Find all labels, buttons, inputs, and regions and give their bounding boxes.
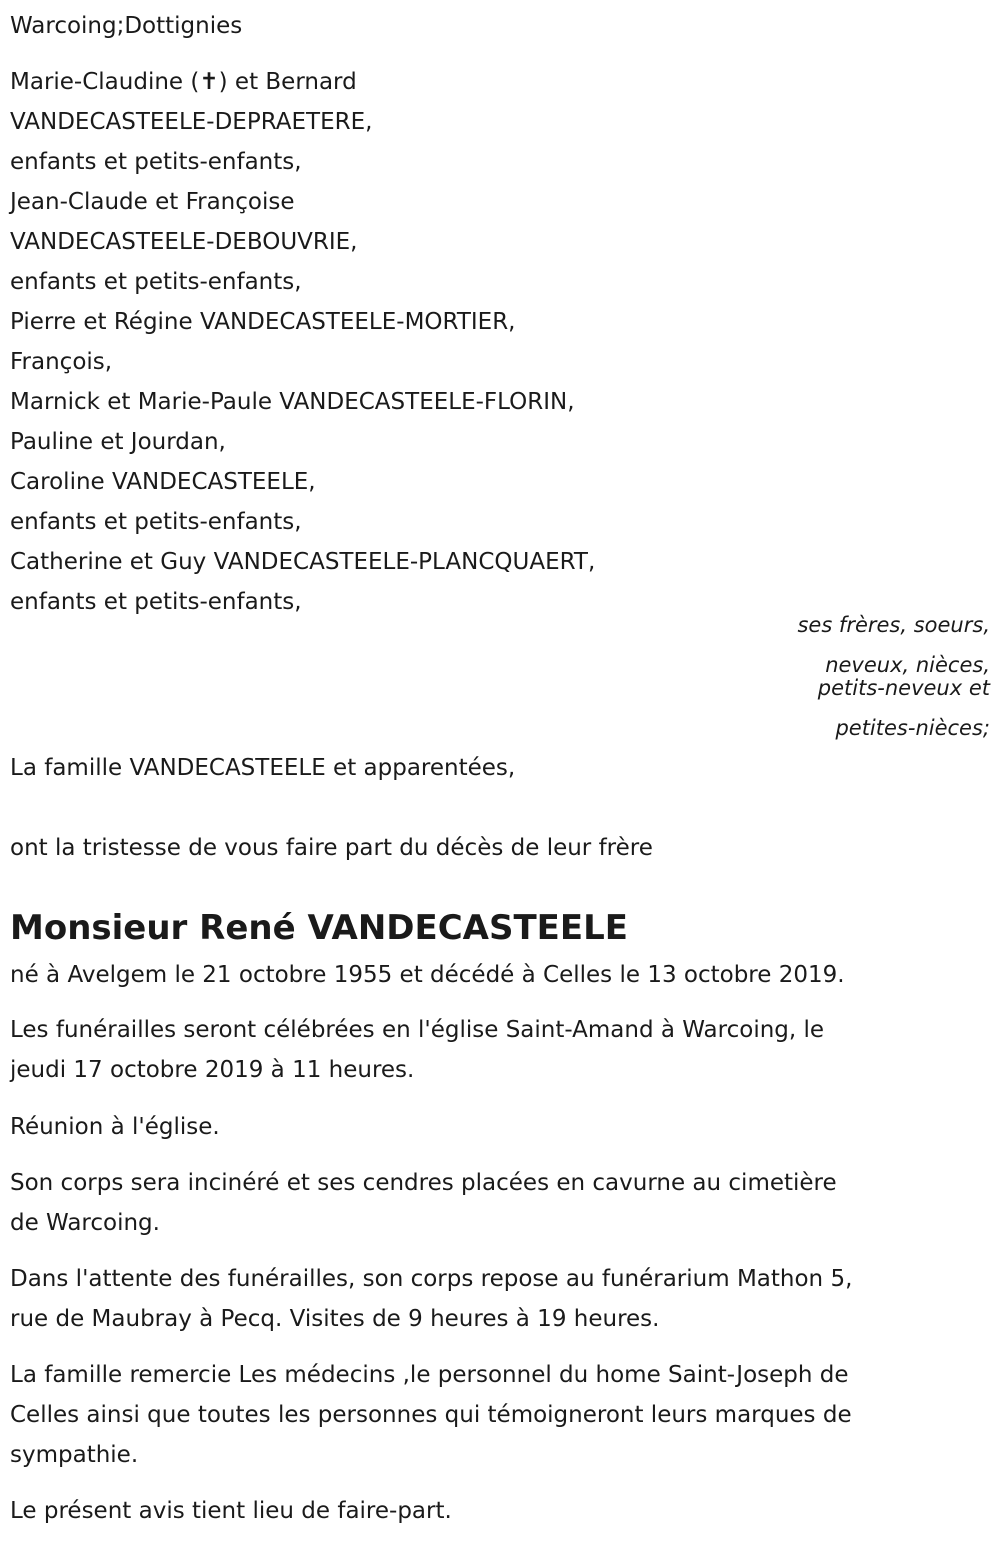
paragraph-cremation (10, 1163, 837, 1243)
paragraph-line: Réunion à l'église. (10, 1114, 220, 1140)
paragraph-line: de Warcoing. (10, 1210, 160, 1236)
location: Warcoing;Dottignies (10, 13, 243, 39)
relatives-line: petits-neveux et (817, 676, 990, 700)
paragraph-line: sympathie. (10, 1442, 139, 1468)
paragraph-meeting (10, 1107, 220, 1147)
paragraph-funeral (10, 1010, 824, 1090)
paragraph-line: jeudi 17 octobre 2019 à 11 heures. (10, 1057, 415, 1083)
family-line: Marnick et Marie-Paule VANDECASTEELE-FLORIN, (10, 389, 575, 415)
family-line: VANDECASTEELE-DEBOUVRIE, (10, 229, 358, 255)
family-line: Pierre et Régine VANDECASTEELE-MORTIER, (10, 309, 516, 335)
paragraph-thanks (10, 1355, 852, 1475)
paragraph-line: Dans l'attente des funérailles, son corps repose au funérarium Mathon 5, (10, 1266, 853, 1292)
family-list (10, 62, 595, 622)
paragraph-line: Son corps sera incinéré et ses cendres placées en cavurne au cimetière (10, 1170, 837, 1196)
family-line: enfants et petits-enfants, (10, 589, 302, 615)
paragraph-line: Le présent avis tient lieu de faire-part. (10, 1498, 452, 1524)
family-line: enfants et petits-enfants, (10, 149, 302, 175)
family-line: François, (10, 349, 113, 375)
announcement: ont la tristesse de vous faire part du décès de leur frère (10, 835, 653, 861)
deceased-name: Monsieur René VANDECASTEELE (10, 908, 629, 948)
paragraph-visits (10, 1259, 852, 1339)
relatives-line: ses frères, soeurs, (797, 613, 990, 637)
family-line: enfants et petits-enfants, (10, 509, 302, 535)
family-line: Caroline VANDECASTEELE, (10, 469, 316, 495)
family-line: Jean-Claude et Françoise (10, 189, 295, 215)
family-line: VANDECASTEELE-DEPRAETERE, (10, 109, 373, 135)
birth-death: né à Avelgem le 21 octobre 1955 et décédé à Celles le 13 octobre 2019. (10, 962, 845, 988)
family-line: Catherine et Guy VANDECASTEELE-PLANCQUAERT, (10, 549, 596, 575)
family-line: enfants et petits-enfants, (10, 269, 302, 295)
family-line: Pauline et Jourdan, (10, 429, 226, 455)
paragraph-line: La famille remercie Les médecins ,le personnel du home Saint-Joseph de (10, 1362, 849, 1388)
relatives-line: neveux, nièces, (825, 653, 990, 677)
family-line: Marie-Claudine (✝) et Bernard (10, 69, 357, 95)
relatives-line: petites-nièces; (835, 716, 990, 740)
paragraph-line: Celles ainsi que toutes les personnes qui témoigneront leurs marques de (10, 1402, 852, 1428)
family-summary: La famille VANDECASTEELE et apparentées, (10, 755, 516, 781)
paragraph-notice (10, 1491, 452, 1531)
paragraph-line: Les funérailles seront célébrées en l'église Saint-Amand à Warcoing, le (10, 1017, 825, 1043)
paragraph-line: rue de Maubray à Pecq. Visites de 9 heures à 19 heures. (10, 1306, 660, 1332)
